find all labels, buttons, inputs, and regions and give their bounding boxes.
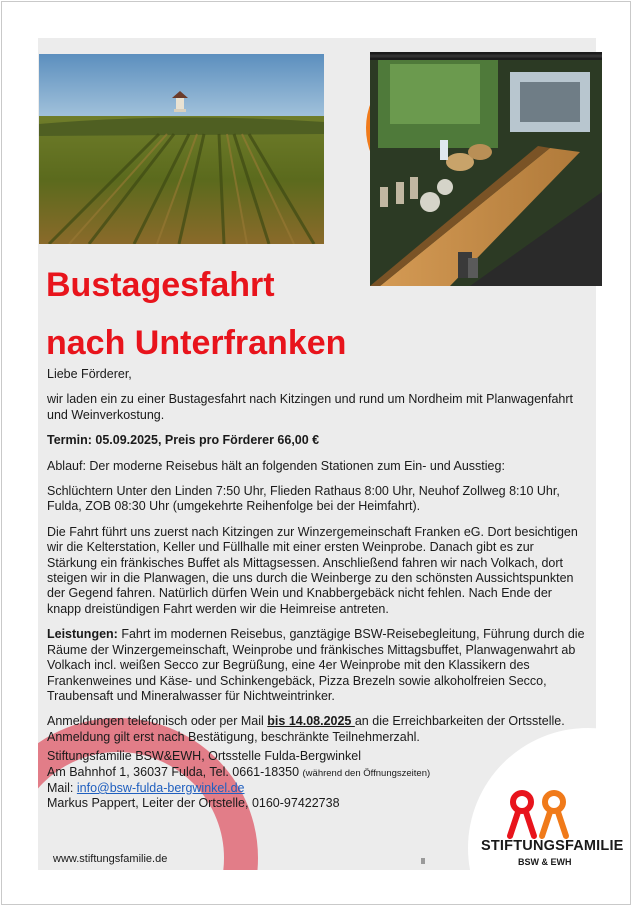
stiftungsfamilie-logo-icon — [480, 788, 600, 868]
logo-wordmark: STIFTUNGSFAMILIE — [481, 838, 624, 854]
anmeldung-pre: Anmeldungen telefonisch oder per Mail — [47, 714, 268, 729]
leistungen-text: Fahrt im modernen Reisebus, ganztägige BSW-Reisebegleitung, Führung durch die Räume der Winzergemeinschaft, Weinprobe und fränkisches Mittagsbuffet, Planwagenwahrt ab Volkach incl. weißen Secco zur Begrüßung, eine 4er Weinprobe mit den Klassikern des Frankenweines und Käse- und Schinkengebäck, Pizza Brezeln sowie alkoholfreien Secco, Traubensaft und Mineralwasser für Nichtweintrinker. — [47, 627, 585, 703]
greeting: Liebe Förderer, — [47, 367, 132, 381]
letter-body — [47, 367, 587, 812]
anmeldung-post: an die Erreichbarkeiten der Ortsstelle. Anmeldung gilt erst nach Bestätigung, beschränkte Teilnehmerzahl. — [47, 714, 565, 744]
org-line: Stiftungsfamilie BSW&EWH, Ortsstelle Fulda-Bergwinkel — [47, 749, 361, 764]
description-paragraph: Die Fahrt führt uns zuerst nach Kitzingen zur Winzergemeinschaft Franken eG. Dort besichtigen wir die Kelterstation, Keller und Füllhalle mit einer ersten Weinprobe. Danach gibt es zur Stärkung ein fränkisches Buffet als Mittagsessen. Anschließend fahren wir nach Volkach, dort steigen wir in die Planwagen, die uns durch die Weinberge zu den schönsten Aussichtspunkten der Gegend fahren. Natürlich dürfen Wein und Knabbergebäck nicht fehlen. Nach Ende der knapp dreistündigen Fahrt werden wir die Heimreise antreten. — [47, 524, 578, 616]
anmeldung-deadline: bis 14.08.2025 — [267, 714, 355, 729]
ablauf-line: Ablauf: Der moderne Reisebus hält an folgenden Stationen zum Ein- und Ausstieg: — [47, 458, 505, 473]
website-url: www.stiftungsfamilie.de — [53, 853, 168, 865]
stations-paragraph: Schlüchtern Unter den Linden 7:50 Uhr, Flieden Rathaus 8:00 Uhr, Neuhof Zollweg 8:10 Uhr, Fulda, ZOB 08:30 Uhr (umgekehrte Reihenfolge bei der Heimfahrt). — [47, 484, 560, 514]
intro-paragraph: wir laden ein zu einer Bustagesfahrt nach Kitzingen und rund um Nordheim mit Planwagenfahrt und Weinverkostung. — [47, 392, 573, 422]
mail-label: Mail: — [47, 780, 77, 795]
anmeldung-paragraph — [47, 714, 587, 745]
logo-subtitle: BSW & EWH — [518, 857, 572, 867]
termin-line: Termin: 05.09.2025, Preis pro Förderer 66,00 € — [47, 433, 320, 448]
vineyard-photo — [39, 54, 324, 244]
address: Am Bahnhof 1, 36037 Fulda, Tel. 0661-18350 — [47, 764, 303, 779]
leistungen-label: Leistungen: — [47, 627, 118, 642]
planwagen-photo — [370, 52, 602, 286]
contact-line: Markus Pappert, Leiter der Ortstelle, 0160-97422738 — [47, 796, 340, 811]
small-mark — [421, 858, 425, 864]
hours-note: (während den Öffnungszeiten) — [302, 767, 431, 779]
leistungen-paragraph — [47, 627, 587, 704]
address-line — [47, 765, 587, 781]
headline-line-2: nach Unterfranken — [46, 324, 347, 362]
headline-line-1: Bustagesfahrt — [46, 266, 275, 304]
email-link[interactable]: info@bsw-fulda-bergwinkel.de — [76, 780, 245, 795]
